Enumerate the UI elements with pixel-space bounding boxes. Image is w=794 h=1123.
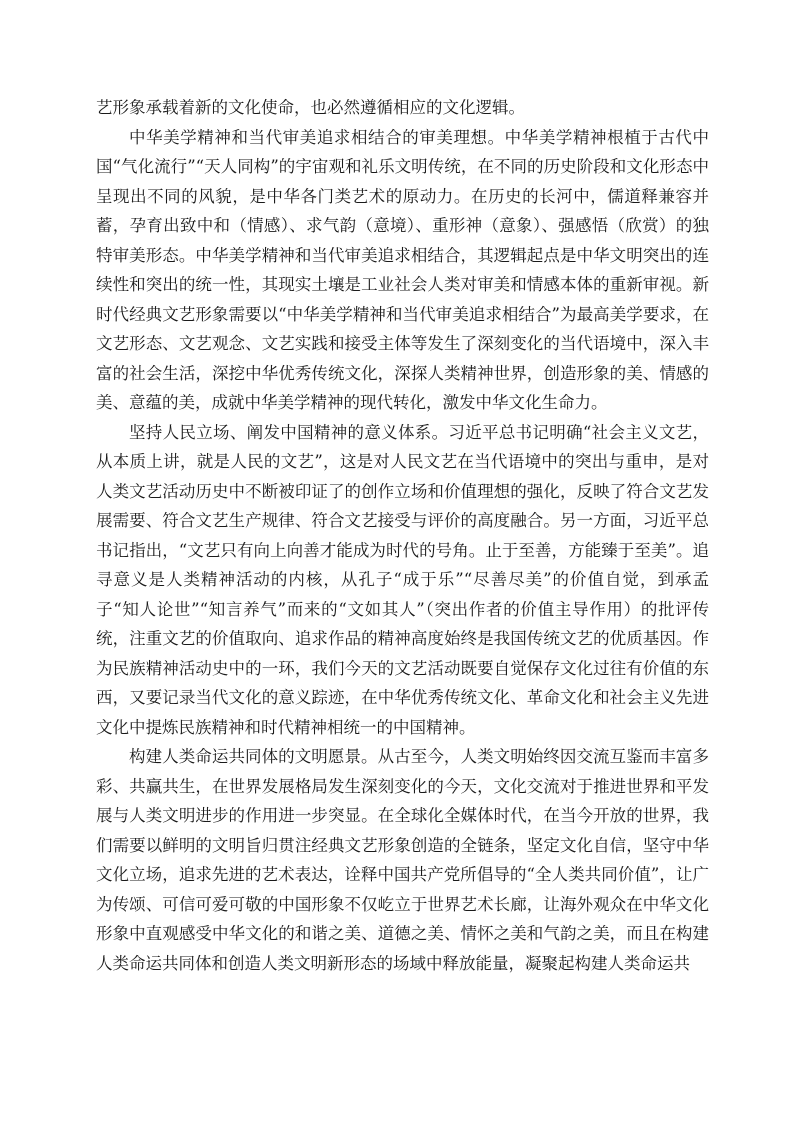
paragraph-civilization-vision: 构建人类命运共同体的文明愿景。从古至今，人类文明始终因交流互鉴而丰富多彩、共赢共生，在世界发展格局发生深刻变化的今天，文化交流对于推进世界和平发展与人类文明进步的作用进一步突显。在全球化全媒体时代，在当今开放的世界，我们需要以鲜明的文明旨归贯注经典文艺形象创造的全链条，坚定文化自信，坚守中华文化立场，追求先进的艺术表达，诠释中国共产党所倡导的“全人类共同价值”，让广为传颂、可信可爱可敬的中国形象不仅屹立于世界艺术长廊，让海外观众在中华文化形象中直观感受中华文化的和谐之美、道德之美、情怀之美和气韵之美，而且在构建人类命运共同体和创造人类文明新形态的场域中释放能量，凝聚起构建人类命运共 bbox=[96, 747, 709, 973]
document-body bbox=[96, 93, 709, 978]
paragraph-people-stance: 坚持人民立场、阐发中国精神的意义体系。习近平总书记明确“社会主义文艺，从本质上讲，就是人民的文艺”，这是对人民文艺在当代语境中的突出与重申，是对人类文艺活动历史中不断被印证了的创作立场和价值理想的强化，反映了符合文艺发展需要、符合文艺生产规律、符合文艺接受与评价的高度融合。另一方面，习近平总书记指出，“文艺只有向上向善才能成为时代的号角。止于至善，方能臻于至美”。追寻意义是人类精神活动的内核，从孔子“成于乐”“尽善尽美”的价值自觉，到承孟子“知人论世”“知言养气”而来的“文如其人”（突出作者的价值主导作用）的批评传统，注重文艺的价值取向、追求作品的精神高度始终是我国传统文艺的优质基因。作为民族精神活动史中的一环，我们今天的文艺活动既要自觉保存文化过往有价值的东西，又要记录当代文化的意义踪迹，在中华优秀传统文化、革命文化和社会主义先进文化中提炼民族精神和时代精神相统一的中国精神。 bbox=[96, 422, 709, 737]
paragraph-continuation: 艺形象承载着新的文化使命，也必然遵循相应的文化逻辑。 bbox=[96, 98, 525, 117]
paragraph-aesthetic-ideal: 中华美学精神和当代审美追求相结合的审美理想。中华美学精神根植于古代中国“气化流行”“天人同构”的宇宙观和礼乐文明传统，在不同的历史阶段和文化形态中呈现出不同的风貌，是中华各门类艺术的原动力。在历史的长河中，儒道释兼容并蓄，孕育出致中和（情感）、求气韵（意境）、重形神（意象）、强感悟（欣赏）的独特审美形态。中华美学精神和当代审美追求相结合，其逻辑起点是中华文明突出的连续性和突出的统一性，其现实土壤是工业社会人类对审美和情感本体的重新审视。新时代经典文艺形象需要以“中华美学精神和当代审美追求相结合”为最高美学要求，在文艺形态、文艺观念、文艺实践和接受主体等发生了深刻变化的当代语境中，深入丰富的社会生活，深挖中华优秀传统文化，深探人类精神世界，创造形象的美、情感的美、意蕴的美，成就中华美学精神的现代转化，激发中华文化生命力。 bbox=[96, 127, 709, 412]
